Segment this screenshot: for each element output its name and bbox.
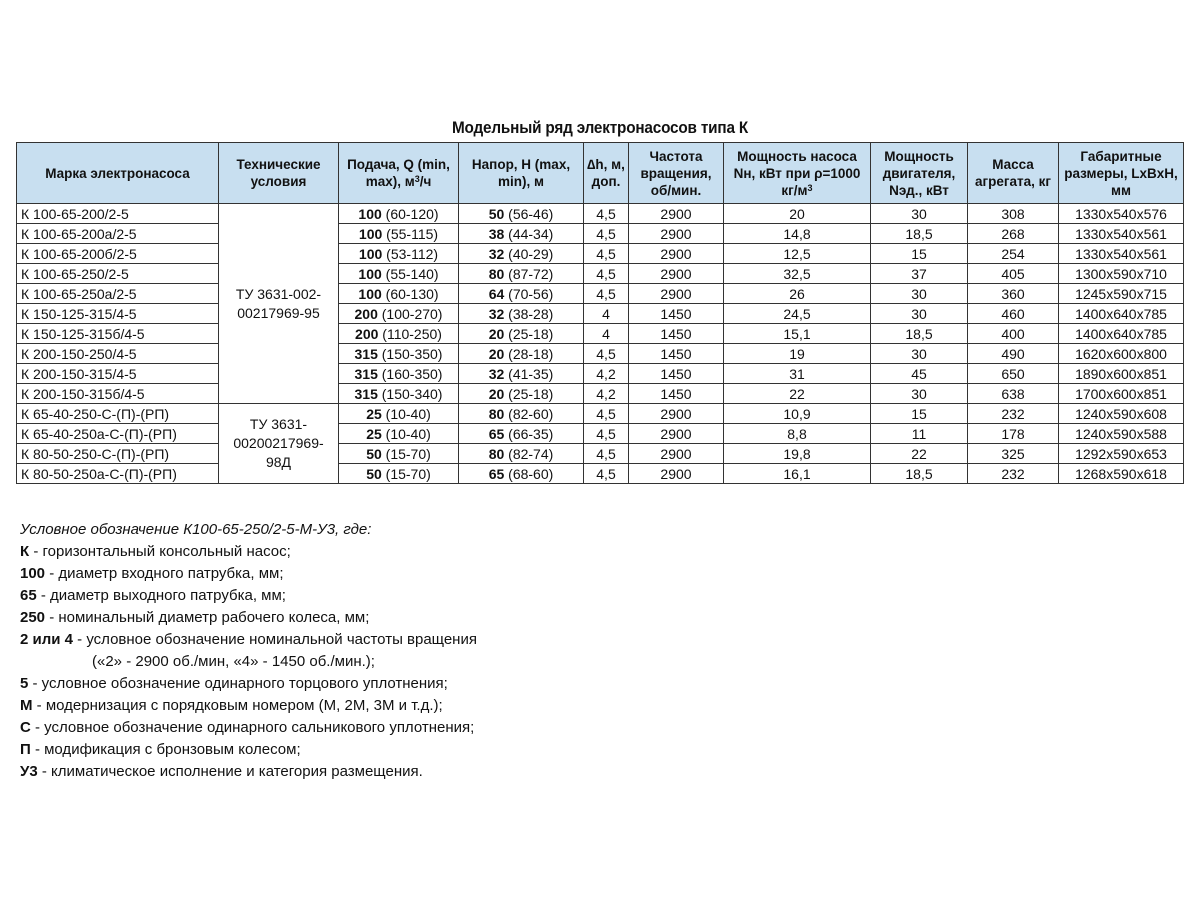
head-range: (40-29) [508,245,554,262]
cell-pump-power: 19,8 [724,444,871,464]
head-nominal: 65 [488,465,505,482]
head-range: (68-60) [508,465,554,482]
cell-rpm: 2900 [629,264,724,284]
cell-brand: К 200-150-250/4-5 [17,344,219,364]
flow-nominal: 25 [366,405,382,422]
cell-mass: 308 [968,204,1059,224]
cell-motor-power: 30 [871,304,968,324]
head-nominal: 65 [488,425,505,442]
legend-intro: Условное обозначение К100-65-250/2-5-М-У3, где: [20,521,372,538]
flow-nominal: 100 [358,285,382,302]
cell-pump-power: 22 [724,384,871,404]
cell-mass: 178 [968,424,1059,444]
cell-npsh: 4,5 [584,424,629,444]
cell-rpm: 1450 [629,364,724,384]
cell-flow [339,204,459,224]
cell-pump-power: 14,8 [724,224,871,244]
head-nominal: 38 [488,225,505,242]
cell-head [459,324,584,344]
flow-range: (110-250) [382,325,442,342]
head-range: (44-34) [508,225,554,242]
cell-mass: 400 [968,324,1059,344]
table-row [17,344,1184,364]
flow-range: (10-40) [385,425,431,442]
cell-motor-power: 30 [871,204,968,224]
legend-key: 100 [20,565,46,582]
cell-pump-power: 12,5 [724,244,871,264]
cell-head [459,404,584,424]
cell-pump-power: 32,5 [724,264,871,284]
legend-key: 65 [20,587,37,604]
legend-key: 2 или 4 [20,631,73,648]
head-range: (66-35) [508,425,554,442]
head-range: (82-74) [508,445,554,462]
head-nominal: 32 [488,365,505,382]
cell-dims: 1245x590x715 [1059,284,1184,304]
flow-nominal: 100 [358,245,383,262]
cell-mass: 360 [968,284,1059,304]
cell-flow [339,384,459,404]
cell-dims: 1292x590x653 [1059,444,1184,464]
legend-key: П [20,741,31,758]
cell-rpm: 2900 [629,284,724,304]
cell-dims: 1268x590x618 [1059,464,1184,484]
legend-text: - диаметр выходного патрубка, мм; [36,587,286,604]
cell-brand: К 65-40-250а-С-(П)-(РП) [17,424,219,444]
table-row [17,224,1184,244]
table-row [17,304,1184,324]
cell-mass: 405 [968,264,1059,284]
cell-dims: 1240x590x608 [1059,404,1184,424]
legend-key: У3 [20,763,38,780]
flow-nominal: 50 [366,445,382,462]
cell-flow [339,264,459,284]
cell-dims: 1330x540x561 [1059,244,1184,264]
cell-motor-power: 22 [871,444,968,464]
cell-head [459,304,584,324]
cell-dims: 1300x590x710 [1059,264,1184,284]
cell-npsh: 4,5 [584,444,629,464]
legend-item [20,541,1020,563]
cell-rpm: 1450 [629,324,724,344]
flow-range: (150-350) [381,345,443,362]
cell-mass: 268 [968,224,1059,244]
cell-npsh: 4,5 [584,244,629,264]
cell-npsh: 4,5 [584,204,629,224]
flow-nominal: 25 [366,425,382,442]
cell-motor-power: 18,5 [871,464,968,484]
cell-head [459,464,584,484]
cell-brand: К 100-65-250/2-5 [17,264,219,284]
head-nominal: 64 [488,285,505,302]
cell-motor-power: 30 [871,284,968,304]
cell-pump-power: 10,9 [724,404,871,424]
cell-rpm: 2900 [629,244,724,264]
cell-head [459,264,584,284]
legend-item [20,585,1020,607]
legend-key: К [20,543,30,560]
table-row [17,464,1184,484]
cell-rpm: 2900 [629,444,724,464]
header-pump-power: Мощность насоса Nн, кВт при ρ=1000 $кг/м^3$ [724,143,871,204]
legend-text: - условное обозначение одинарного торцового уплотнения; [28,675,448,692]
table-row [17,404,1184,424]
header-brand: Марка электронасоса [17,143,219,204]
cell-tu: ТУ 3631-002-00217969-95 [219,204,339,404]
flow-range: (100-270) [381,305,443,322]
cell-head [459,284,584,304]
cell-flow [339,244,459,264]
cell-motor-power: 15 [871,404,968,424]
table-row [17,324,1184,344]
cell-flow [339,224,459,244]
cell-npsh: 4 [584,324,629,344]
flow-nominal: 100 [358,205,382,222]
flow-range: (15-70) [385,445,431,462]
cell-motor-power: 11 [871,424,968,444]
cell-motor-power: 30 [871,384,968,404]
head-range: (28-18) [508,345,554,362]
legend-text: - климатическое исполнение и категория размещения. [37,763,423,780]
cell-motor-power: 30 [871,344,968,364]
cell-rpm: 2900 [629,204,724,224]
header-rpm: Частота вращения, об/мин. [629,143,724,204]
flow-nominal: 100 [358,225,383,242]
cell-flow [339,284,459,304]
cell-mass: 232 [968,404,1059,424]
cell-npsh: 4,5 [584,224,629,244]
flow-nominal: 100 [358,265,382,282]
cell-head [459,244,584,264]
header-npsh: ∆h, м, доп. [584,143,629,204]
pump-spec-table [16,142,1184,484]
legend-text: - диаметр входного патрубка, мм; [45,565,284,582]
header-mass: Масса агрегата, кг [968,143,1059,204]
cell-pump-power: 19 [724,344,871,364]
legend-text: - условное обозначение номинальной частоты вращения [73,631,477,648]
cell-dims: 1620x600x800 [1059,344,1184,364]
cell-brand: К 150-125-315б/4-5 [17,324,219,344]
cell-mass: 490 [968,344,1059,364]
cell-pump-power: 26 [724,284,871,304]
cell-flow [339,464,459,484]
head-range: (41-35) [508,365,554,382]
cell-rpm: 2900 [629,464,724,484]
flow-range: (55-140) [385,265,439,282]
flow-nominal: 200 [355,325,379,342]
table-row [17,284,1184,304]
cell-motor-power: 18,5 [871,324,968,344]
head-nominal: 32 [488,305,505,322]
page-title: Модельный ряд электронасосов типа К [451,118,749,137]
head-range: (56-46) [508,205,554,222]
cell-npsh: 4,5 [584,464,629,484]
cell-flow [339,324,459,344]
designation-legend [20,519,1020,783]
cell-head [459,424,584,444]
cell-head [459,384,584,404]
cell-dims: 1890x600x851 [1059,364,1184,384]
flow-nominal: 50 [366,465,382,482]
cell-pump-power: 16,1 [724,464,871,484]
legend-text: - горизонтальный консольный насос; [29,543,291,560]
cell-motor-power: 45 [871,364,968,384]
header-dims: Габаритные размеры, LxBxH, мм [1059,143,1184,204]
cell-flow [339,444,459,464]
table-row [17,424,1184,444]
table-header-row [17,143,1184,204]
head-range: (25-18) [508,385,554,402]
cell-rpm: 2900 [629,224,724,244]
cell-brand: К 80-50-250а-С-(П)-(РП) [17,464,219,484]
legend-text: - условное обозначение одинарного сальникового уплотнения; [30,719,475,736]
cell-dims: 1330x540x561 [1059,224,1184,244]
legend-key: 250 [20,609,46,626]
cell-mass: 232 [968,464,1059,484]
cell-rpm: 1450 [629,304,724,324]
table-row [17,204,1184,224]
cell-rpm: 1450 [629,384,724,404]
header-tu: Технические условия [219,143,339,204]
cell-head [459,364,584,384]
legend-item [20,761,1020,783]
cell-flow [339,364,459,384]
legend-key: С [20,719,31,736]
flow-range: (60-120) [385,205,439,222]
table-row [17,244,1184,264]
cell-head [459,344,584,364]
head-range: (70-56) [508,285,554,302]
head-nominal: 20 [488,385,505,402]
head-nominal: 50 [488,205,505,222]
flow-range: (53-112) [386,245,439,262]
cell-pump-power: 31 [724,364,871,384]
cell-flow [339,404,459,424]
cell-motor-power: 37 [871,264,968,284]
head-nominal: 20 [488,325,505,342]
table-row [17,444,1184,464]
cell-rpm: 2900 [629,424,724,444]
head-nominal: 32 [488,245,505,262]
cell-motor-power: 18,5 [871,224,968,244]
cell-brand: К 200-150-315/4-5 [17,364,219,384]
legend-item [20,563,1020,585]
cell-mass: 325 [968,444,1059,464]
cell-dims: 1400x640x785 [1059,304,1184,324]
legend-item [20,607,1020,629]
head-range: (38-28) [508,305,554,322]
cell-rpm: 2900 [629,404,724,424]
cell-brand: К 100-65-200/2-5 [17,204,219,224]
cell-dims: 1400x640x785 [1059,324,1184,344]
head-range: (25-18) [508,325,554,342]
header-flow: Подача, Q (min, max), $м^3/ч$ [339,143,459,204]
cell-npsh: 4,5 [584,344,629,364]
cell-npsh: 4,5 [584,284,629,304]
cell-motor-power: 15 [871,244,968,264]
legend-item [20,673,1020,695]
legend-key: М [20,697,33,714]
cell-npsh: 4,2 [584,384,629,404]
legend-item [20,629,1020,651]
flow-range: (10-40) [385,405,431,422]
cell-tu: ТУ 3631-00200217969-98Д [219,404,339,484]
flow-range: (55-115) [386,225,439,242]
flow-nominal: 315 [354,345,378,362]
cell-flow [339,304,459,324]
header-head: Напор, H (max, min), м [459,143,584,204]
flow-nominal: 315 [354,385,378,402]
legend-item [20,717,1020,739]
flow-range: (160-350) [381,365,443,382]
table-row [17,384,1184,404]
cell-brand: К 200-150-315б/4-5 [17,384,219,404]
header-motor-power: Мощность двигателя, Nэд., кВт [871,143,968,204]
cell-flow [339,344,459,364]
head-nominal: 80 [488,405,505,422]
flow-range: (150-340) [381,385,443,402]
cell-head [459,204,584,224]
cell-dims: 1330x540x576 [1059,204,1184,224]
legend-text: - модификация с бронзовым колесом; [30,741,301,758]
head-range: (87-72) [508,265,554,282]
cell-mass: 638 [968,384,1059,404]
cell-mass: 254 [968,244,1059,264]
legend-item [20,739,1020,761]
table-row [17,264,1184,284]
legend-item [20,695,1020,717]
head-range: (82-60) [508,405,554,422]
cell-brand: К 80-50-250-С-(П)-(РП) [17,444,219,464]
cell-brand: К 150-125-315/4-5 [17,304,219,324]
legend-text: - модернизация с порядковым номером (М, 2М, 3М и т.д.); [32,697,443,714]
cell-npsh: 4,5 [584,404,629,424]
flow-range: (60-130) [385,285,439,302]
legend-text: - номинальный диаметр рабочего колеса, мм; [45,609,370,626]
cell-npsh: 4,5 [584,264,629,284]
cell-npsh: 4,2 [584,364,629,384]
cell-head [459,444,584,464]
cell-mass: 650 [968,364,1059,384]
cell-pump-power: 20 [724,204,871,224]
head-nominal: 20 [488,345,505,362]
cell-brand: К 65-40-250-С-(П)-(РП) [17,404,219,424]
flow-nominal: 315 [354,365,378,382]
flow-range: (15-70) [385,465,431,482]
flow-nominal: 200 [354,305,378,322]
cell-mass: 460 [968,304,1059,324]
head-nominal: 80 [488,265,505,282]
cell-rpm: 1450 [629,344,724,364]
cell-npsh: 4 [584,304,629,324]
cell-pump-power: 24,5 [724,304,871,324]
cell-brand: К 100-65-250а/2-5 [17,284,219,304]
cell-pump-power: 15,1 [724,324,871,344]
head-nominal: 80 [488,445,505,462]
legend-subtext: («2» - 2900 об./мин, «4» - 1450 об./мин.); [92,653,375,670]
cell-dims: 1700x600x851 [1059,384,1184,404]
cell-brand: К 100-65-200а/2-5 [17,224,219,244]
cell-flow [339,424,459,444]
cell-pump-power: 8,8 [724,424,871,444]
table-row [17,364,1184,384]
cell-dims: 1240x590x588 [1059,424,1184,444]
cell-brand: К 100-65-200б/2-5 [17,244,219,264]
legend-key: 5 [20,675,29,692]
cell-head [459,224,584,244]
